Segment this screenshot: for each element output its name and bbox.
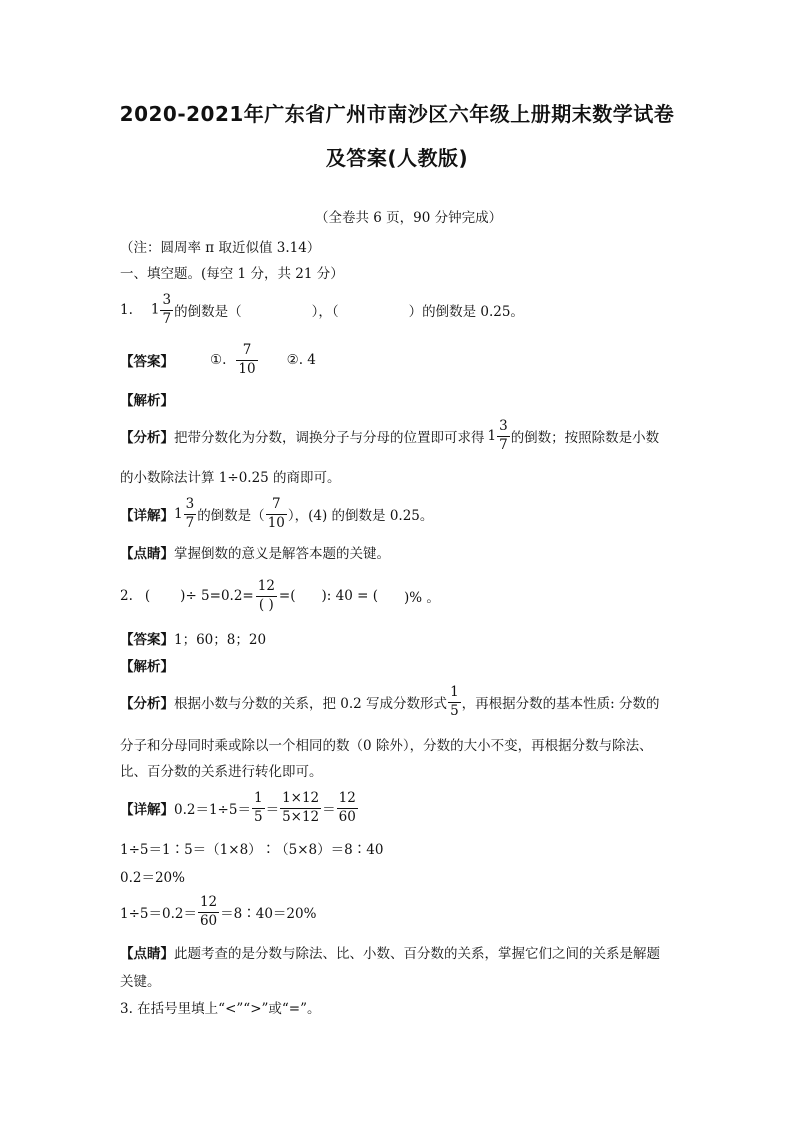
question-text: ），（: [311, 304, 339, 320]
question-text: =(: [278, 588, 296, 604]
tip-line: [120, 542, 390, 562]
question-number: 1.: [120, 302, 133, 318]
mixed-whole: 1: [487, 428, 497, 444]
detail-line: 1÷5＝1∶5＝（1×8）∶（5×8）＝8∶40: [120, 842, 384, 858]
detail-text: ），(4) 的倒数是 0.25。: [287, 508, 434, 524]
question-number: 2.: [120, 588, 133, 604]
tip-text: 掌握倒数的意义是解答本题的关键。: [174, 546, 390, 562]
frac-numerator: 12: [198, 896, 219, 913]
detail-line: 0.2＝20%: [120, 870, 185, 886]
frac-numerator: 12: [256, 580, 277, 597]
question-text: 的倒数是（: [174, 304, 242, 320]
frac-numerator: 12: [337, 792, 358, 809]
doc-note: （注：圆周率 π 取近似值 3.14）: [120, 240, 321, 256]
frac-denominator: 7: [499, 436, 508, 453]
question-2: [120, 574, 440, 618]
question-text: ）的倒数是 0.25。: [408, 304, 524, 320]
analysis-text: 的倒数；按照除数是小数: [510, 430, 660, 446]
analysis-text: 把带分数化为分数，调换分子与分母的位置即可求得: [174, 430, 485, 446]
answer-part: ②. 4: [286, 352, 316, 368]
tip-label: 【点睛】: [120, 946, 174, 962]
question-text: )÷ 5=0.2=: [180, 588, 254, 604]
equals-sign: ＝: [322, 802, 336, 818]
detail-text: 0.2＝1÷5＝: [174, 802, 251, 818]
question-text: (: [144, 588, 151, 604]
mixed-number: [151, 294, 174, 326]
analysis-label: 【分析】: [120, 430, 174, 446]
jiexi-label: 【解析】: [120, 659, 174, 675]
frac-numerator: 1: [252, 792, 265, 809]
answer-label: 【答案】: [120, 354, 174, 370]
jiexi-label: 【解析】: [120, 393, 174, 409]
tip-line: [120, 942, 660, 962]
analysis-text: 根据小数与分数的关系，把 0.2 写成分数形式: [174, 696, 448, 712]
question-text: )% 。: [403, 590, 440, 606]
frac-denominator: 5: [450, 702, 459, 719]
detail-label: 【详解】: [120, 508, 174, 524]
doc-subtitle: （全卷共 6 页，90 分钟完成）: [315, 210, 503, 226]
mixed-whole: 1: [150, 301, 160, 318]
detail-label: 【详解】: [120, 802, 174, 818]
answer-label: 【答案】: [120, 632, 174, 648]
question-text: ): 40 = (: [321, 588, 378, 604]
frac-denominator: 5×12: [282, 808, 320, 825]
frac-numerator: 3: [184, 498, 197, 515]
tip-label: 【点睛】: [120, 546, 174, 562]
analysis-label: 【分析】: [120, 696, 174, 712]
frac-denominator: 5: [253, 808, 263, 825]
answer-row: [120, 340, 316, 380]
detail-line: [120, 892, 316, 932]
frac-denominator: 60: [338, 808, 356, 825]
question-3: 3. 在括号里填上“<”“>”或“=”。: [120, 1001, 321, 1017]
analysis-line: 的小数除法计算 1÷0.25 的商即可。: [120, 470, 341, 486]
answer-row: [120, 628, 266, 648]
analysis-text: ，再根据分数的基本性质: 分数的: [461, 696, 660, 712]
tip-text: 此题考查的是分数与除法、比、小数、百分数的关系，掌握它们之间的关系是解题: [174, 946, 660, 962]
frac-numerator: 7: [266, 498, 287, 515]
doc-title-line1: 2020-2021年广东省广州市南沙区六年级上册期末数学试卷: [119, 102, 675, 126]
detail-text: ＝8∶40＝20%: [220, 906, 317, 922]
detail-line: [120, 788, 359, 828]
answer-part: ①.: [210, 352, 227, 368]
question-1: [120, 290, 524, 330]
frac-denominator: 7: [185, 514, 195, 531]
frac-numerator: 1: [448, 686, 461, 703]
frac-denominator: 10: [238, 360, 256, 377]
tip-line: 关键。: [120, 974, 161, 990]
detail-line: [120, 494, 433, 534]
analysis-line: 比、百分数的关系进行转化即可。: [120, 764, 323, 780]
analysis-line: 分子和分母同时乘或除以一个相同的数（0 除外），分数的大小不变，再根据分数与除法、: [120, 738, 653, 754]
analysis-line: [120, 682, 660, 722]
frac-numerator: 7: [236, 344, 257, 361]
frac-numerator: 3: [160, 294, 173, 311]
analysis-line: [120, 416, 659, 456]
mixed-whole: 1: [174, 506, 183, 522]
doc-title-line2: 及答案(人教版): [325, 146, 469, 170]
answer-text: 1；60；8；20: [174, 632, 267, 648]
frac-denominator: 10: [267, 514, 285, 531]
frac-numerator: 3: [497, 420, 510, 437]
equals-sign: ＝: [265, 802, 280, 818]
frac-denominator-blank[interactable]: ( ): [258, 596, 274, 613]
section-heading: 一、填空题。(每空 1 分，共 21 分）: [120, 266, 344, 282]
frac-denominator: 60: [199, 912, 218, 929]
frac-denominator: 7: [162, 310, 172, 327]
frac-numerator: 1×12: [280, 792, 321, 809]
detail-text: 1÷5＝0.2＝: [120, 906, 197, 922]
detail-text: 的倒数是（: [197, 508, 265, 524]
